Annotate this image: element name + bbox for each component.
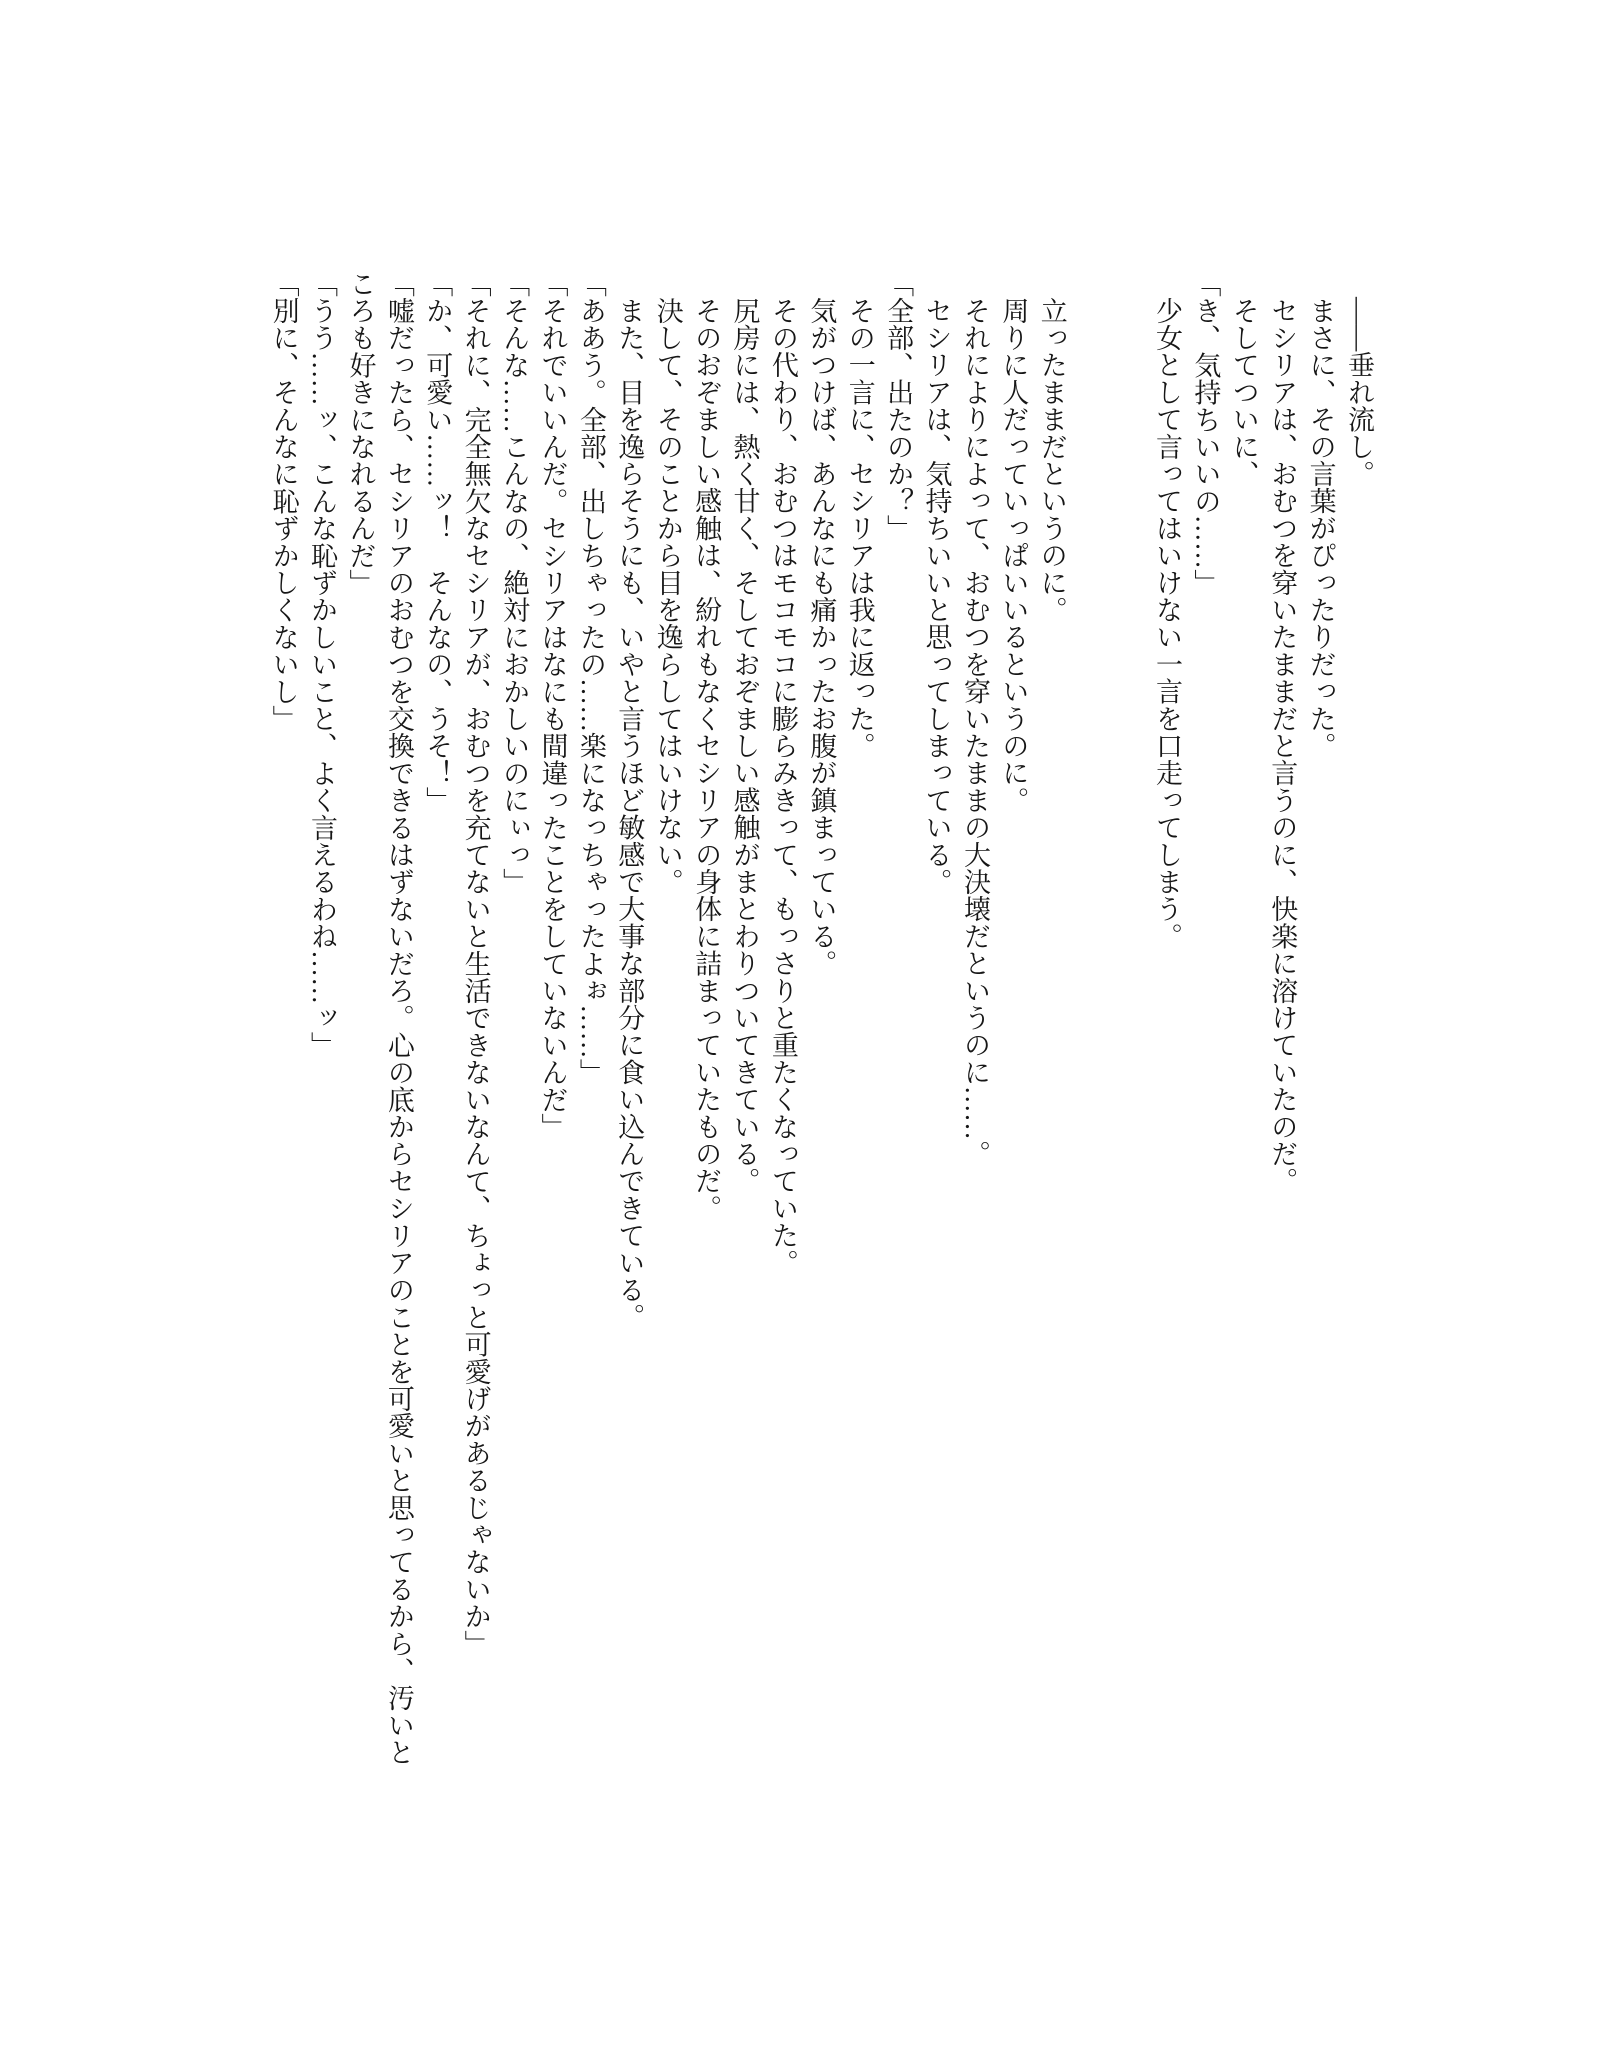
text-line: セシリアは、おむつを穿いたままだと言うのに、快楽に溶けていたのだ。 [1267, 297, 1298, 1195]
text-line: 「それに、完全無欠なセシリアが、おむつを充てないと生活できないなんて、ちょっと可愛げがあるじゃないか」 [460, 270, 491, 1658]
text-line: 尻房には、熱く甘く、そしておぞましい感触がまとわりついてきている。 [729, 297, 760, 1195]
text-line: 「き、気持ちいいの……」 [1190, 270, 1221, 597]
text-line: 「全部、出たのか？」 [883, 270, 914, 542]
text-line: その代わり、おむつはモコモコに膨らみきって、もっさりと重たくなっていた。 [767, 297, 798, 1277]
text-line: 「ああう。全部、出しちゃったの……楽になっちゃったよぉ……」 [575, 270, 606, 1086]
text-line: 決して、そのことから目を逸らしてはいけない。 [652, 297, 683, 896]
text-line: そのおぞましい感触は、紛れもなくセシリアの身体に詰まっていたものだ。 [691, 297, 722, 1222]
text-line: 「それでいいんだ。セシリアはなにも間違ったことをしていないんだ」 [537, 270, 568, 1141]
text-line: 「嘘だったら、セシリアのおむつを交換できるはずないだろ。心の底からセシリアのことを可愛いと思ってるから、汚いと [383, 270, 414, 1766]
text-line: ――垂れ流し。 [1344, 297, 1374, 488]
text-line: 「か、可愛い……ッ！ そんなの、うそ！」 [422, 270, 453, 814]
text-line: 「そんな……こんなの、絶対におかしいのにぃっ」 [499, 270, 530, 896]
text-line: そしてついに、 [1228, 297, 1259, 488]
text-line: 立ったままだというのに。 [1036, 297, 1067, 624]
text-line: 「うう……ッ、こんな恥ずかしいこと、よく言えるわね……ッ」 [307, 270, 338, 1059]
text-line: 気がつけば、あんなにも痛かったお腹が鎮まっている。 [806, 297, 837, 977]
text-line: それによりによって、おむつを穿いたままの大決壊だというのに……。 [959, 297, 990, 1168]
text-line: まさに、その言葉がぴったりだった。 [1305, 297, 1336, 760]
text-line: 周りに人だっていっぱいいるというのに。 [998, 297, 1029, 814]
text-line: 「別に、そんなに恥ずかしくないし」 [268, 270, 299, 733]
text-line: ころも好きになれるんだ」 [345, 270, 376, 597]
text-line: また、目を逸らそうにも、いやと言うほど敏感で大事な部分に食い込んできている。 [614, 297, 645, 1331]
vertical-text-block [264, 270, 1378, 1766]
text-line: その一言に、セシリアは我に返った。 [844, 297, 875, 760]
text-line: セシリアは、気持ちいいと思ってしまっている。 [921, 297, 952, 896]
text-line: 少女として言ってはいけない一言を口走ってしまう。 [1151, 297, 1182, 950]
